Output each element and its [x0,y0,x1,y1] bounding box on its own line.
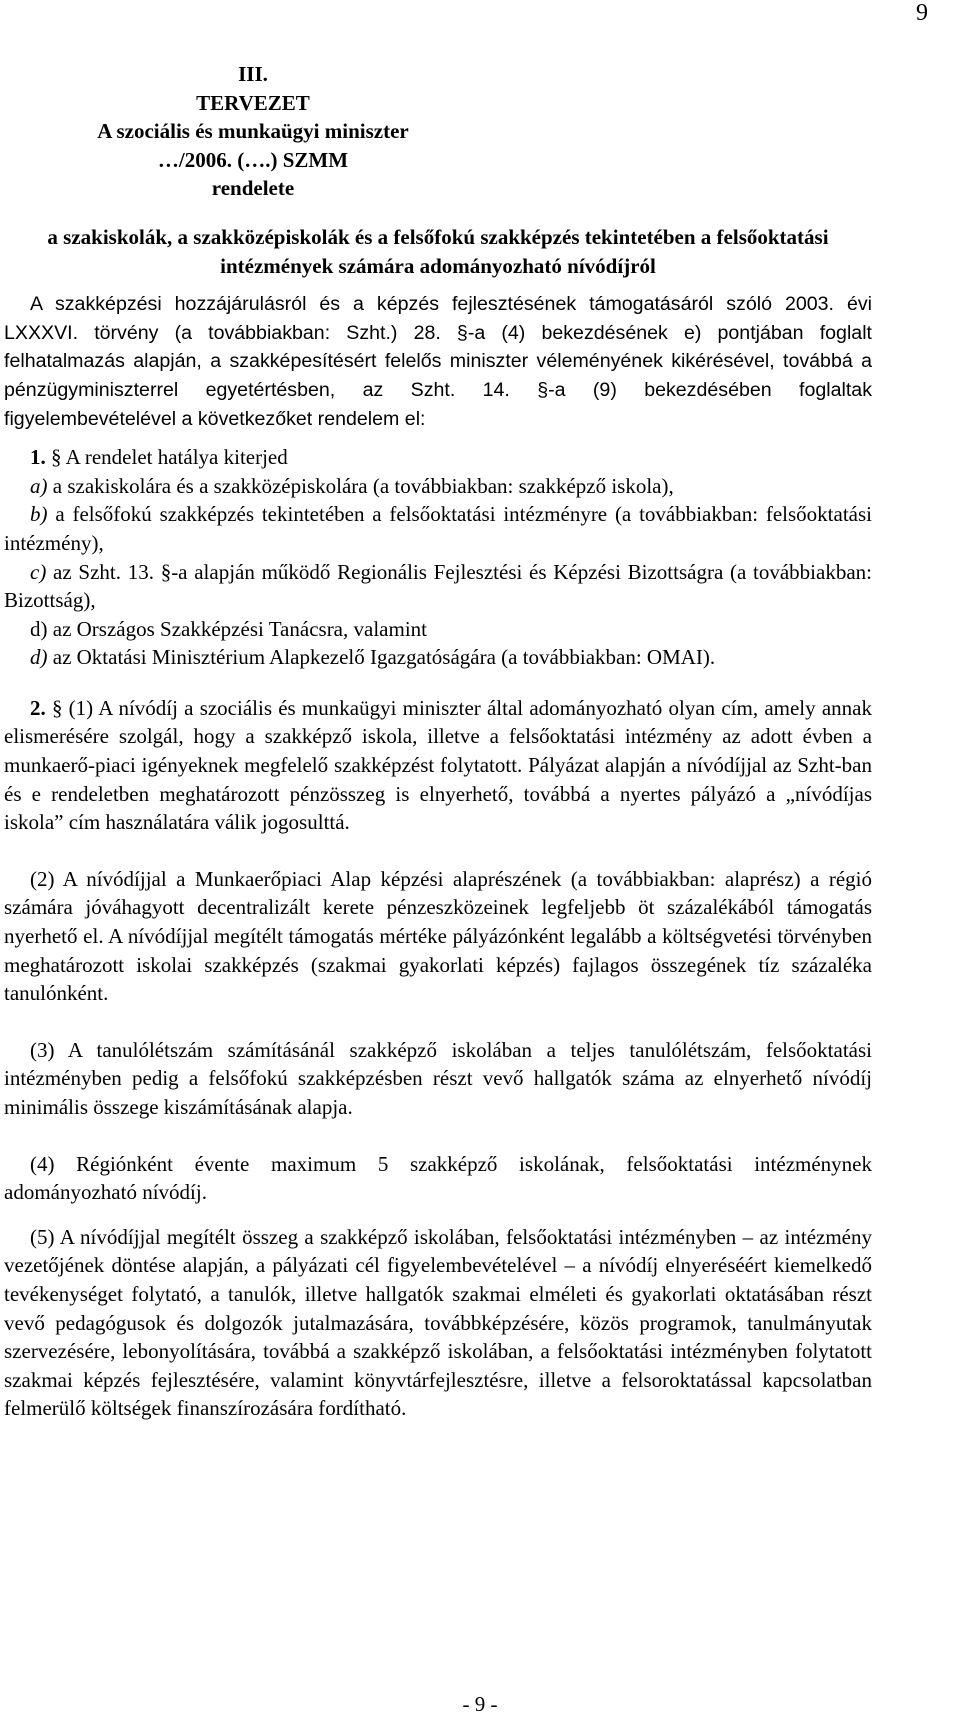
list-item: d) az Oktatási Minisztérium Alapkezelő Igazgatóságára (a továbbiakban: OMAI). [30,645,716,670]
decree-number: …/2006. (….) SZMM [157,147,349,172]
section-1-number: 1. [30,445,46,470]
paragraph: (2) A nívódíjjal a Munkaerőpiaci Alap képzési alaprészének (a továbbiakban: alaprész) a régió számára jóváhagyott decentralizált kerete pénzeszközeinek legfeljebb öt százalékából támogatás nyerhető el. A nívódíjjal megítélt támogatás mértéke pályázónként legalább a költségvetési törvényben meghatározott iskolai szakképzés (szakmai gyakorlati képzés) fajlagos összegének tíz százaléka tanulónként. [4,866,872,1006]
list-item: d) az Országos Szakképzési Tanácsra, valamint [30,616,427,641]
decree-type: rendelete [211,176,295,201]
decree-title [4,223,872,280]
preamble: A szakképzési hozzájárulásról és a képzés fejlesztésének támogatásáról szóló 2003. évi LXXXVI. törvény (a továbbiakban: Szht.) 28. §-a (4) bekezdésének e) pontjában foglalt felhatalmazás alapján, a szakképesítésért felelős miniszter véleményének kikérésével, továbbá a pénzügyminiszterrel egyetértésben, az Szht. 14. §-a (9) bekezdésében foglaltak figyelembevételével a következőket rendelem el: [4,293,872,430]
title-line: a szakiskolák, a szakközépiskolák és a felsőfokú szakképzés tekintetében a felsőoktatási [47,224,829,249]
part-label: III. [238,62,268,86]
list-item: c) az Szht. 13. §-a alapján működő Regionális Fejlesztési és Képzési Bizottságra (a továbbiakban: Bizottság), [4,559,872,613]
paragraph: 2. § (1) A nívódíj a szociális és munkaügyi miniszter által adományozható olyan cím, amely annak elismerésére szolgál, hogy a szakképző iskola, illetve a felsőoktatási intézmény az adott évben a munkaerő-piaci igényeknek megfelelő szakképzést folytatott. Pályázat alapján a nívódíjjal az Szht-ban és e rendeletben meghatározott pénzösszeg is elnyerhető, továbbá a nyertes pályázó a „nívódíjas iskola” cím használatára válik jogosulttá. [4,695,872,835]
draft-label: TERVEZET [196,90,310,115]
document-body [4,60,872,1423]
section-2-number: 2. [30,695,46,720]
section-2 [4,694,872,1423]
title-line: intézmények számára adományozható nívódíjról [220,253,656,278]
paragraph: (5) A nívódíjjal megítélt összeg a szakképző iskolában, felsőoktatási intézményben – az intézmény vezetőjének döntése alapján, a pályázati cél figyelembevételével – a nívódíj elnyeréséért kiemelkedő tevékenységet folytató, a tanulók, illetve hallgatók szakmai elméleti és gyakorlati oktatásában részt vevő pedagógusok és dolgozók jutalmazására, továbbképzésére, közös programok, tanulmányutak szervezésére, lebonyolítására, továbbá a szakképző iskolában, a felsőoktatási intézményben folytatott szakmai képzés fejlesztésére, valamint könyvtárfejlesztésre, illetve a felsoroktatással kapcsolatban felmerülő költségek finanszírozására fordítható. [4,1224,872,1421]
list-item: a) a szakiskolára és a szakközépiskolára (a továbbiakban: szakképző iskola), [30,473,674,498]
page-number-top: 9 [916,0,928,26]
section-1 [4,443,872,672]
page-number-footer: - 9 - [462,1692,498,1716]
list-item: b) a felsőfokú szakképzés tekintetében a felsőoktatási intézményre (a továbbiakban: felsőoktatási intézmény), [4,502,872,555]
issuer: A szociális és munkaügyi miniszter [97,119,409,144]
paragraph: (3) A tanulólétszám számításánál szakképző iskolában a teljes tanulólétszám, felsőoktatási intézményben pedig a felsőfokú szakképzésben részt vevő hallgatók száma az elnyerhető nívódíj minimális összege kiszámításának alapja. [4,1037,872,1119]
section-1-intro: § A rendelet hatálya kiterjed [45,445,288,470]
document-header [18,60,488,203]
paragraph: (4) Régiónként évente maximum 5 szakképző iskolának, felsőoktatási intézménynek adományozható nívódíj. [4,1151,872,1205]
